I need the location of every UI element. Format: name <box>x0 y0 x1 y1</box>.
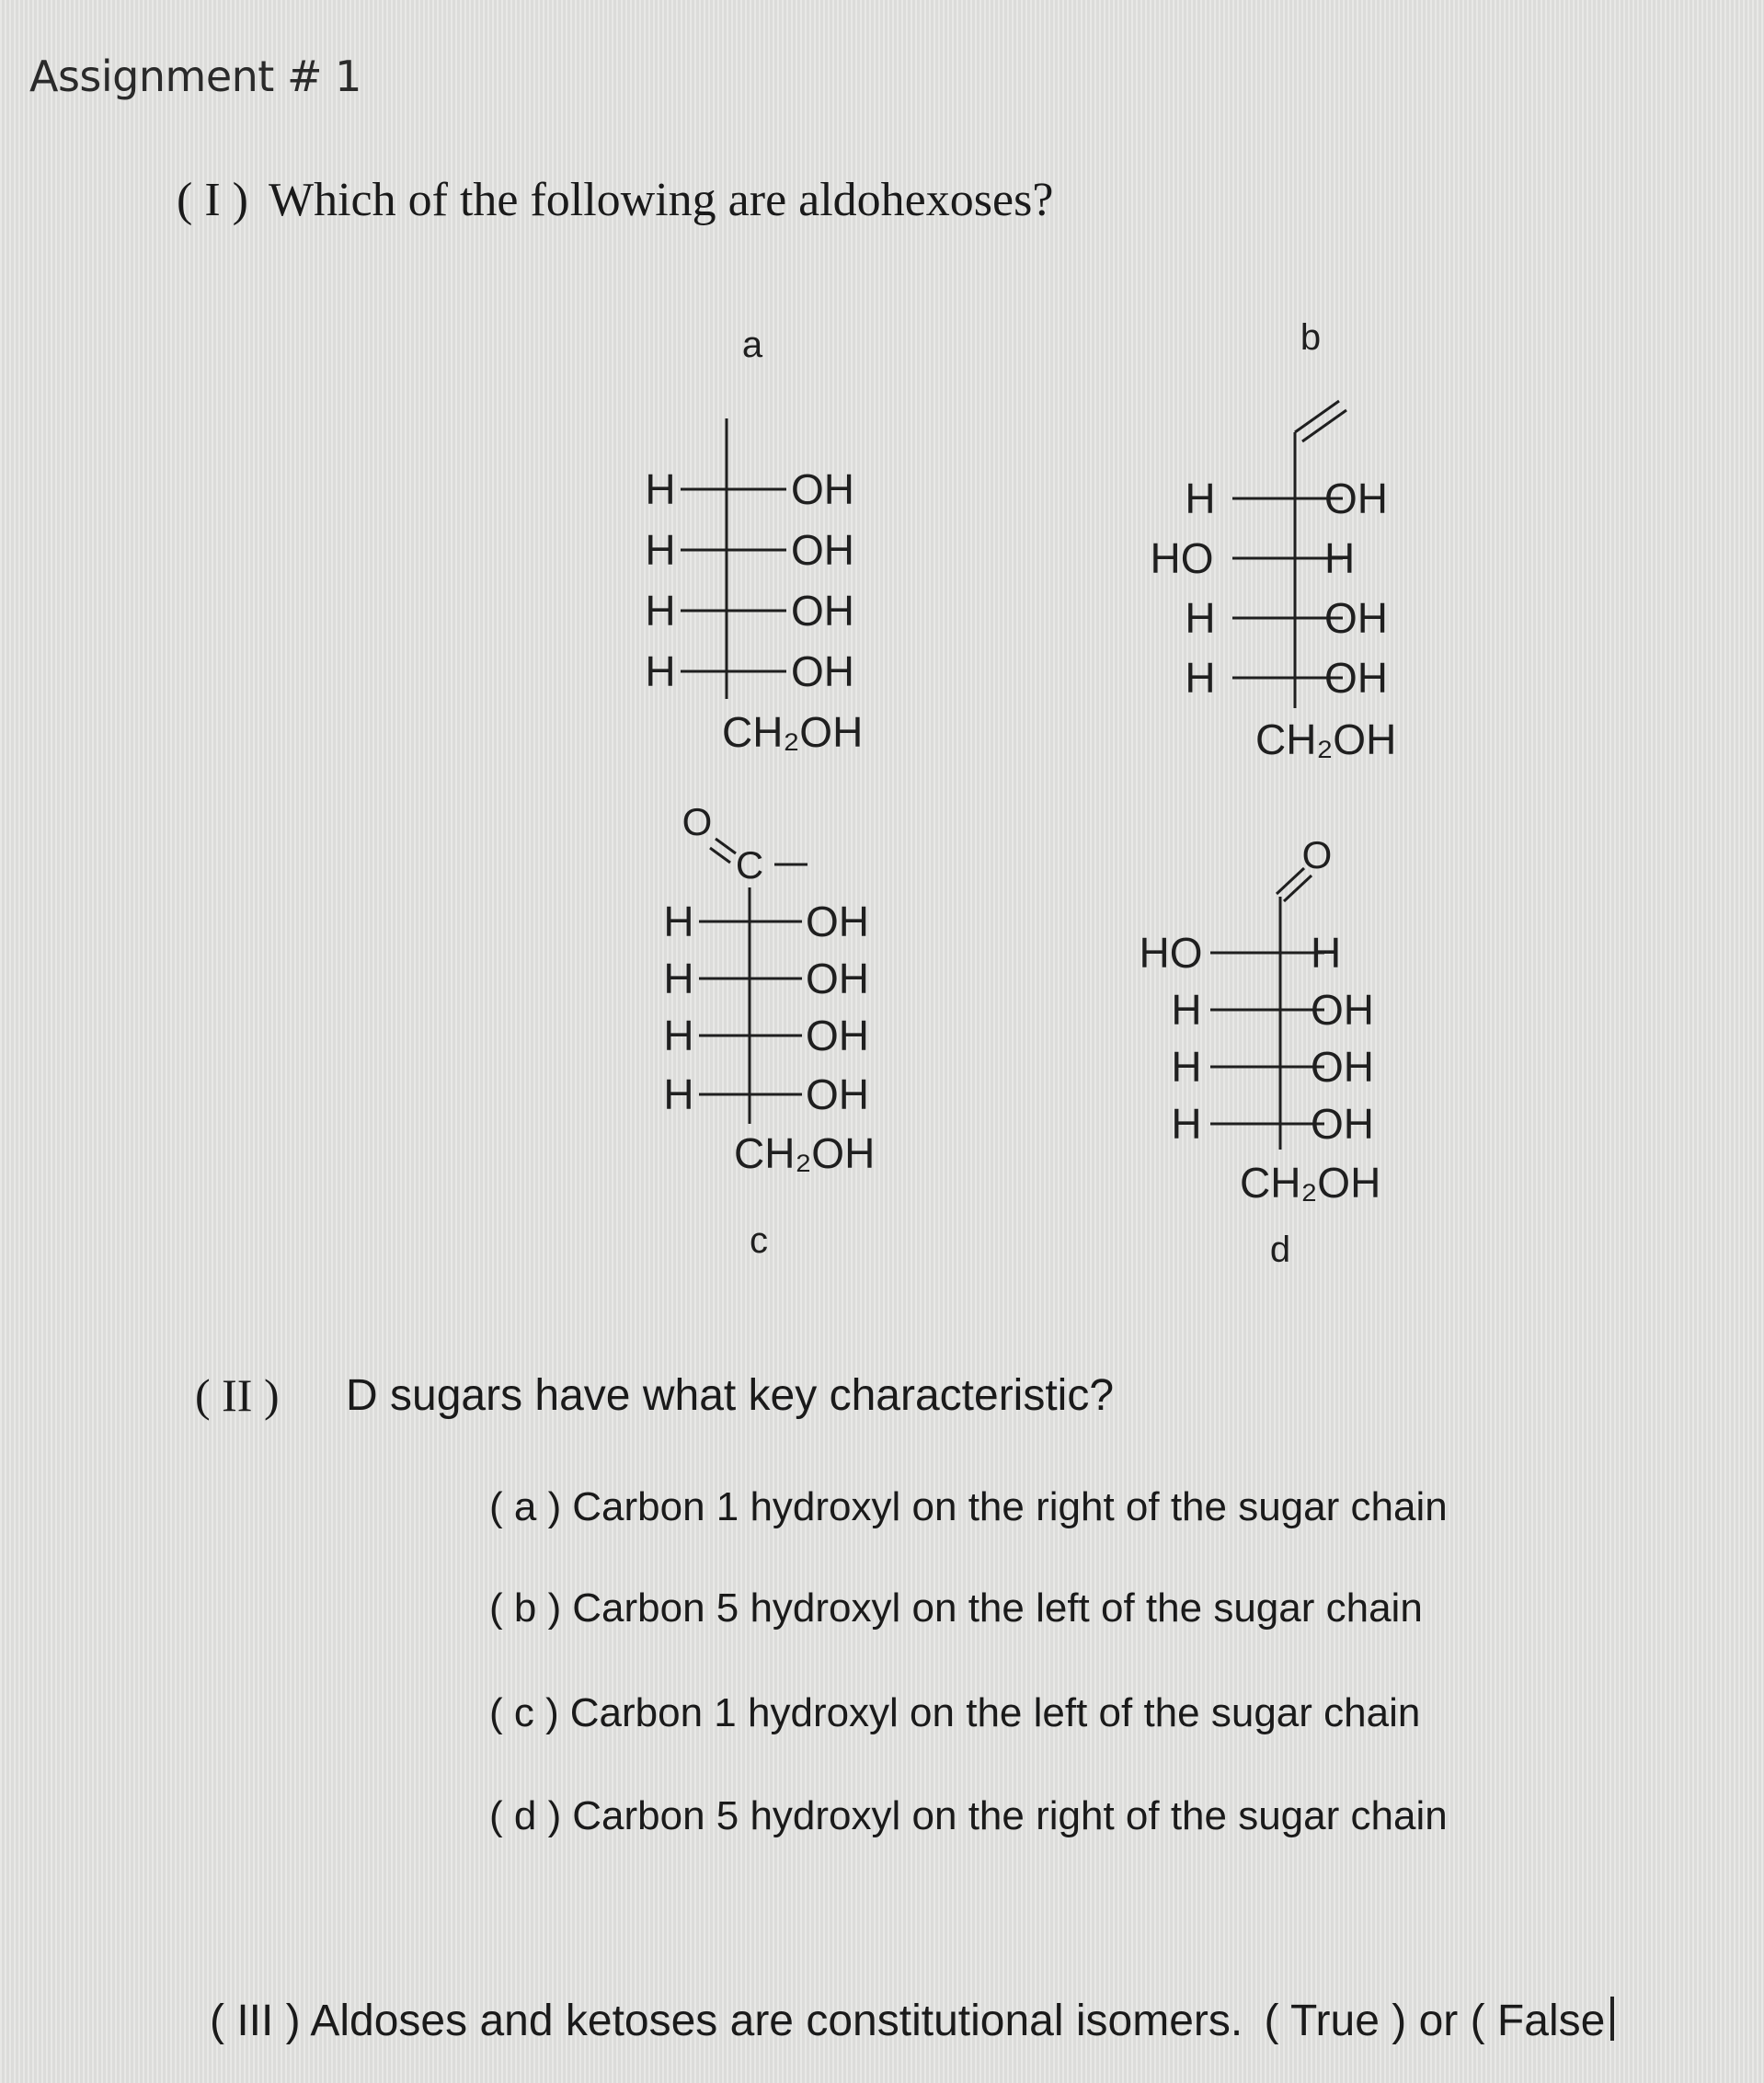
structure-d-row1-left: HO <box>1139 929 1203 977</box>
structure-d-carbonyl-oxygen: O <box>1301 833 1333 876</box>
structure-d-label: d <box>1269 1230 1291 1270</box>
question-3 <box>210 1996 1614 2046</box>
structure-b-row4-left: H <box>1185 654 1216 702</box>
structure-d-bottom-group: CH₂OH <box>1240 1159 1381 1207</box>
question-1-text: Which of the following are aldohexoses? <box>269 174 1054 226</box>
structure-c-row1-right: OH <box>806 898 869 945</box>
structure-c-row4-right: OH <box>806 1070 869 1118</box>
structure-d-row2-left: H <box>1171 986 1202 1034</box>
option-d[interactable] <box>489 1793 1448 1839</box>
structure-d-row4-left: H <box>1171 1100 1202 1148</box>
structure-b-row3-left: H <box>1185 594 1216 642</box>
option-b-text: Carbon 5 hydroxyl on the left of the sugar chain <box>572 1585 1423 1631</box>
structure-d-row3-right: OH <box>1311 1043 1374 1091</box>
option-a[interactable] <box>489 1484 1448 1530</box>
structure-c-carbonyl-oxygen: O <box>682 800 713 843</box>
structure-a <box>645 325 863 756</box>
option-a-text: Carbon 1 hydroxyl on the right of the sugar chain <box>572 1484 1448 1529</box>
structure-c-row3-left: H <box>663 1012 694 1059</box>
structure-a-row2-right: OH <box>791 526 854 574</box>
option-a-label: ( a ) <box>489 1484 562 1529</box>
structure-a-row1-left: H <box>645 465 676 513</box>
structure-a-row3-right: OH <box>791 587 854 635</box>
question-2-number: ( II ) <box>195 1369 280 1421</box>
question-2-text: D sugars have what key characteristic? <box>346 1371 1115 1420</box>
structure-c-carbonyl-carbon: C <box>735 843 764 887</box>
option-d-label: ( d ) <box>489 1793 562 1838</box>
or-word: or <box>1418 1997 1459 2045</box>
option-c-label: ( c ) <box>489 1690 559 1735</box>
option-b[interactable] <box>489 1585 1423 1631</box>
structure-c <box>663 800 875 1261</box>
structure-c-row4-left: H <box>663 1070 694 1118</box>
structure-b-row3-right: OH <box>1324 594 1388 642</box>
structure-d-row3-left: H <box>1171 1043 1202 1091</box>
structure-a-row4-left: H <box>645 647 676 695</box>
question-1-number: ( I ) <box>177 174 248 226</box>
question-3-number: ( III ) <box>210 1997 301 2045</box>
structure-c-row2-right: OH <box>806 955 869 1002</box>
structure-c-row1-left: H <box>663 898 694 945</box>
question-3-text: Aldoses and ketoses are constitutional isomers. <box>310 1997 1243 2045</box>
structure-c-row3-right: OH <box>806 1012 869 1059</box>
structure-a-row3-left: H <box>645 587 676 635</box>
structure-a-row4-right: OH <box>791 647 854 695</box>
structure-a-label: a <box>741 325 763 365</box>
structure-b-row2-right: H <box>1324 534 1356 582</box>
option-b-label: ( b ) <box>489 1585 562 1631</box>
structure-b-bottom-group: CH₂OH <box>1255 715 1397 763</box>
structure-c-label: c <box>750 1220 768 1261</box>
structure-d-row2-right: OH <box>1311 986 1374 1034</box>
structure-d-row1-right: H <box>1311 929 1342 977</box>
structure-a-row2-left: H <box>645 526 676 574</box>
choice-true[interactable]: ( True ) <box>1264 1997 1407 2045</box>
assignment-title: Assignment # 1 <box>29 52 361 101</box>
structure-c-row2-left: H <box>663 955 694 1002</box>
structure-b-row2-left: HO <box>1150 534 1214 582</box>
structure-a-bottom-group: CH₂OH <box>722 708 864 756</box>
structure-b-row1-left: H <box>1185 475 1216 522</box>
structure-c-bottom-group: CH₂OH <box>734 1129 876 1177</box>
structure-a-row1-right: OH <box>791 465 854 513</box>
structure-d <box>1140 833 1381 1270</box>
option-d-text: Carbon 5 hydroxyl on the right of the sugar chain <box>572 1793 1448 1838</box>
choice-false[interactable]: ( False <box>1470 1997 1606 2045</box>
option-c[interactable] <box>489 1690 1420 1736</box>
text-cursor <box>1610 1997 1614 2041</box>
structure-d-row4-right: OH <box>1311 1100 1374 1148</box>
option-c-text: Carbon 1 hydroxyl on the left of the sugar chain <box>569 1690 1421 1735</box>
structure-b-label: b <box>1300 317 1322 358</box>
structure-b-row4-right: OH <box>1324 654 1388 702</box>
structure-b-row1-right: OH <box>1324 475 1388 522</box>
structure-b <box>1151 317 1397 763</box>
